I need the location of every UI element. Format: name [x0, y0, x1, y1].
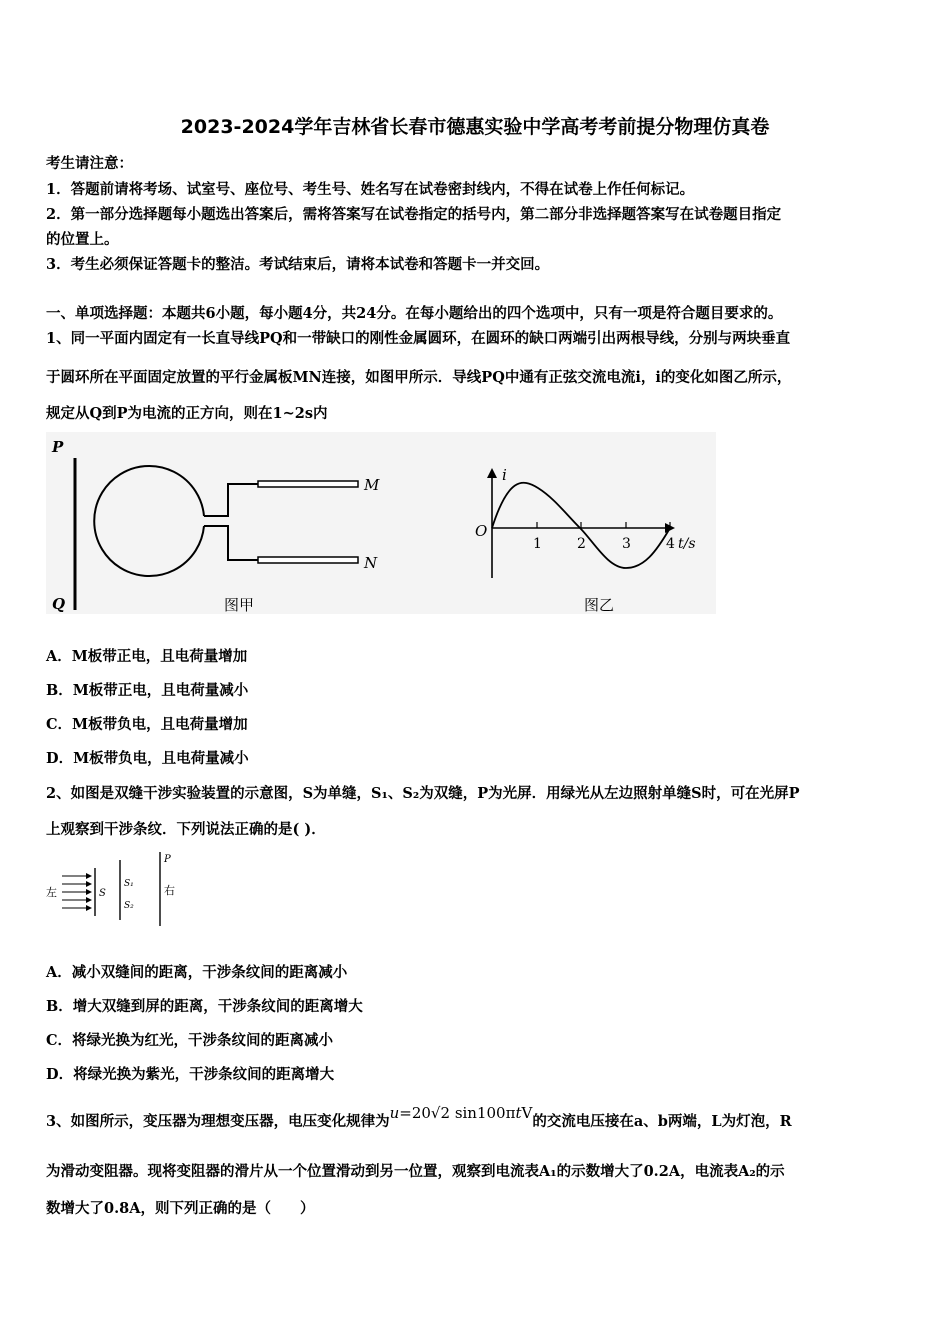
- label-i: i: [502, 466, 507, 484]
- q2-option-b: B．增大双缝到屏的距离，干涉条纹间的距离增大: [46, 998, 363, 1015]
- q1-line-1: 1、同一平面内固定有一长直导线PQ和一带缺口的刚性金属圆环，在圆环的缺口两端引出两根导线，分别与两块垂直: [46, 330, 791, 347]
- q2-line-1: 2、如图是双缝干涉实验装置的示意图，S为单缝，S₁、S₂为双缝，P为光屏．用绿光从左边照射单缝S时，可在光屏P: [46, 785, 800, 802]
- q1-option-a: A．M板带正电，且电荷量增加: [46, 648, 248, 665]
- notice-line-2a: 2．第一部分选择题每小题选出答案后，需将答案写在试卷指定的括号内，第二部分非选择题答案写在试卷题目指定: [46, 206, 782, 223]
- label-right: 右: [164, 884, 175, 897]
- label-p-screen: P: [164, 854, 171, 865]
- q2-figure-svg: [46, 850, 196, 928]
- formula-sin: sin100π: [454, 1104, 516, 1122]
- formula-v: V: [521, 1104, 533, 1122]
- label-origin: O: [475, 522, 488, 540]
- label-m: M: [364, 476, 380, 494]
- tick-label-3: 3: [622, 536, 631, 552]
- q2-option-c: C．将绿光换为红光，干涉条纹间的距离减小: [46, 1032, 334, 1049]
- x-axis-label: t/s: [678, 536, 696, 552]
- caption-b: 图乙: [584, 596, 615, 614]
- y-axis-arrow: [487, 468, 497, 478]
- q3-line-1-post: 的交流电压接在a、b两端，L为灯泡，R: [532, 1113, 792, 1130]
- tick-label-4: 4: [666, 536, 675, 552]
- formula-u: u: [389, 1104, 400, 1122]
- q2-option-d: D．将绿光换为紫光，干涉条纹间的距离增大: [46, 1066, 335, 1083]
- section-heading: 一、单项选择题：本题共6小题，每小题4分，共24分。在每小题给出的四个选项中，只有一项是符合题目要求的。: [46, 305, 783, 322]
- q1-line-3: 规定从Q到P为电流的正方向，则在1~2s内: [46, 405, 328, 422]
- q1-line-2: 于圆环所在平面固定放置的平行金属板MN连接，如图甲所示．导线PQ中通有正弦交流电流i，i的变化如图乙所示，: [46, 369, 792, 386]
- q3-line-2: 为滑动变阻器。现将变阻器的滑片从一个位置滑动到另一位置，观察到电流表A₁的示数增大了0.2A，电流表A₂的示: [46, 1163, 785, 1180]
- q2-line-2: 上观察到干涉条纹．下列说法正确的是( )．: [46, 821, 326, 838]
- label-q: Q: [52, 595, 66, 613]
- q1-figure: [46, 432, 716, 614]
- page-title: 2023-2024学年吉林省长春市德惠实验中学高考考前提分物理仿真卷: [180, 116, 770, 138]
- label-p: P: [52, 438, 64, 456]
- q3-line-1: [46, 1104, 792, 1131]
- plate-m: [258, 481, 358, 487]
- lead-wires: [204, 484, 258, 560]
- q1-option-d: D．M板带负电，且电荷量减小: [46, 750, 249, 767]
- label-left: 左: [46, 886, 57, 899]
- notice-line-1: 1．答题前请将考场、试室号、座位号、考生号、姓名写在试卷密封线内，不得在试卷上作任何标记。: [46, 181, 695, 198]
- q1-option-b: B．M板带正电，且电荷量减小: [46, 682, 249, 699]
- notice-line-2b: 的位置上。: [46, 231, 119, 248]
- formula-eq: =20: [399, 1104, 431, 1122]
- ray-arrows: [86, 873, 92, 911]
- caption-a: 图甲: [224, 596, 255, 614]
- label-s1: S₁: [124, 879, 134, 889]
- tick-label-1: 1: [533, 536, 542, 552]
- formula-t: t: [515, 1104, 522, 1122]
- label-s: S: [99, 888, 106, 899]
- q2-option-a: A．减小双缝间的距离，干涉条纹间的距离减小: [46, 964, 348, 981]
- q2-figure: [46, 850, 196, 928]
- notice-heading: 考生请注意：: [46, 155, 133, 172]
- formula-root: √2: [430, 1104, 451, 1122]
- metal-ring: [94, 466, 204, 576]
- plate-n: [258, 557, 358, 563]
- voltage-formula: [390, 1104, 533, 1122]
- light-rays: [62, 876, 90, 908]
- notice-line-3: 3．考生必须保证答题卡的整洁。考试结束后，请将本试卷和答题卡一并交回。: [46, 256, 550, 273]
- q1-option-c: C．M板带负电，且电荷量增加: [46, 716, 248, 733]
- q1-figure-svg: [46, 432, 716, 614]
- label-s2: S₂: [124, 901, 134, 911]
- label-n: N: [364, 554, 378, 572]
- q3-line-3: 数增大了0.8A，则下列正确的是（ ）: [46, 1200, 315, 1217]
- q3-line-1-pre: 3、如图所示，变压器为理想变压器，电压变化规律为: [46, 1113, 390, 1130]
- tick-label-2: 2: [577, 536, 586, 552]
